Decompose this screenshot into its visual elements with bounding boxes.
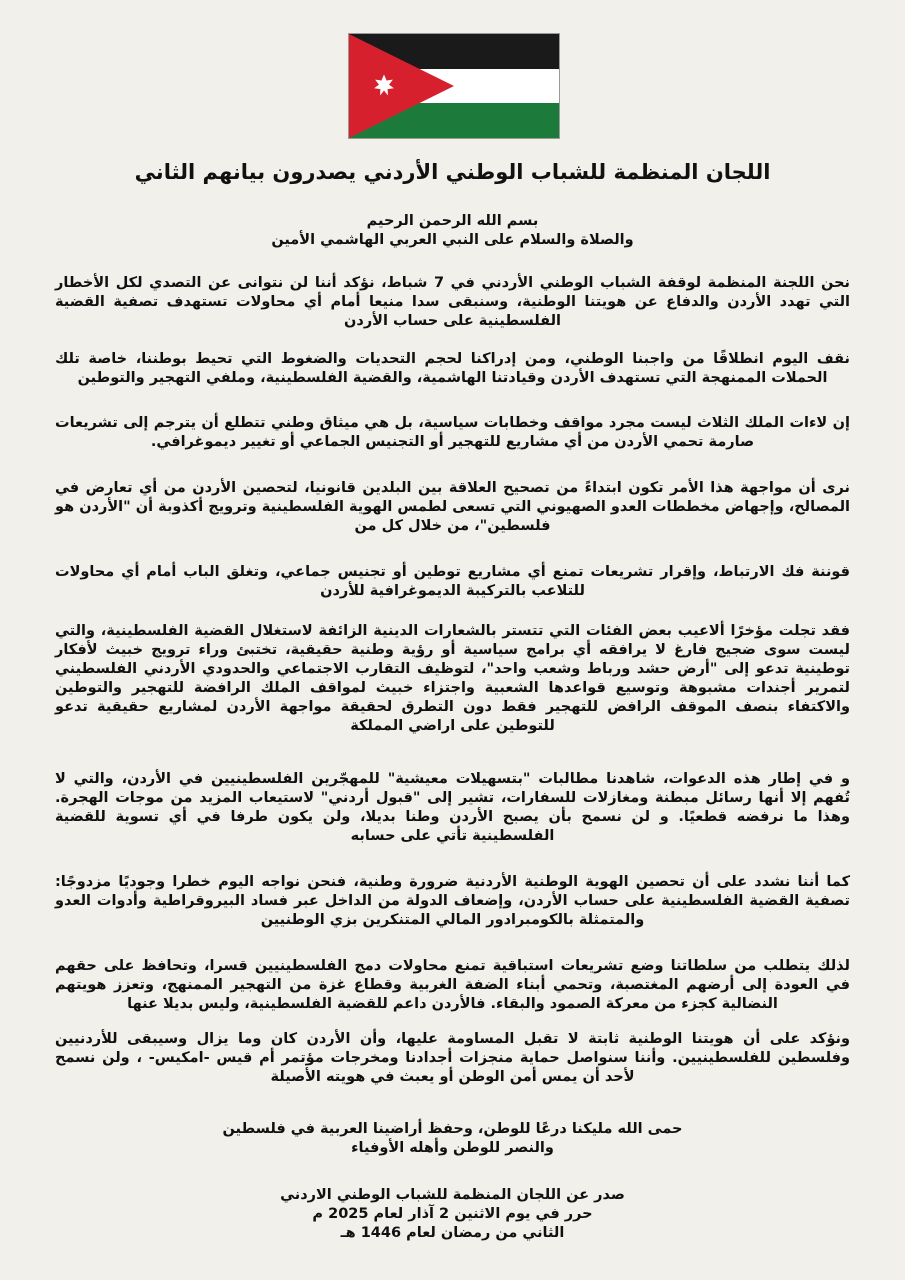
page-title: اللجان المنظمة للشباب الوطني الأردني يصدرون بيانهم الثاني <box>134 160 771 184</box>
paragraph-5: قوننة فك الارتباط، وإقرار تشريعات تمنع أي مشاريع توطين أو تجنيس جماعي، وتغلق الباب أمام أي محاولات للتلاعب بالتركيبة الديموغرافية للأردن <box>55 564 850 599</box>
paragraph-7: و في إطار هذه الدعوات، شاهدنا مطالبات "بتسهيلات معيشية" للمهجّرين الفلسطينيين في الأردن، والتي لا تُفهم إلا أنها رسائل مبطنة ومغازلات للسفارات، تشير إلى "قبول أردني" لاستيعاب المزيد من موجات الهجرة. وهذا ما نرفضه قطعيًا. و لن نسمح بأن يصبح الأردن وطنا بديلا، ولن يكون طرفا في أي تسوية للقضية الفلسطينية تأتي على حسابه <box>55 771 850 844</box>
closing-line: حمى الله مليكنا درعًا للوطن، وحفظ أراضينا العربية في فلسطين <box>222 1121 683 1137</box>
paragraph-3: إن لاءات الملك الثلاث ليست مجرد مواقف وخطابات سياسية، بل هي ميثاق وطني تتطلع أن يترجم إلى تشريعات صارمة تحمي الأردن من أي مشاريع للتهجير أو التجنيس الجماعي أو تغيير ديموغرافي. <box>55 415 850 450</box>
paragraph-10: ونؤكد على أن هويتنا الوطنية ثابتة لا تقبل المساومة عليها، وأن الأردن كان وما يزال وسيبقى للأردنيين وفلسطين للفلسطينيين. وأننا سنواصل حماية منجزات أجدادنا ومخرجات مؤتمر أم قيس -امكيس- ، ولن نسمح لأحد أن يمس أمن الوطن أو يعبث في هويته الأصيلة <box>55 1031 850 1085</box>
date-gregorian-line: حرر في يوم الاثنين 2 آذار لعام 2025 م <box>312 1206 593 1222</box>
paragraph-6: فقد تجلت مؤخرًا ألاعيب بعض الفئات التي تتستر بالشعارات الدينية الزائفة لاستغلال القضية الفلسطينية، والتي ليست سوى ضجيج فارغ لا يرافقه أي برامج سياسية أو رؤية وطنية حقيقية، تختبئ وراء ترويج خبيث لأفكار توطينية تدعو إلى "أرض حشد ورباط وشعب واحد"، لتوظيف التقارب الاجتماعي والحدودي الأردني الفلسطيني لتمرير أجندات مشبوهة وتوسيع قواعدها الشعبية واجتزاء خبيث لمواقف الملك الرافضة للتهجير والتوطين والاكتفاء بنصف الموقف الرافض للتهجير فقط دون التطرق لحقيقة مواجهة الأردن لمشاريع حقيقية تدعو للتوطين على اراضي المملكة <box>55 623 850 734</box>
paragraph-9: لذلك يتطلب من سلطاتنا وضع تشريعات استباقية تمنع محاولات دمج الفلسطينيين قسرا، وتحافظ على حقهم في العودة إلى أرضهم المغتصبة، وتحمي أبناء الضفة الغربية وقطاع غزة من التهجير الممنهج، وتعزز هويتهم النضالية كجزء من معركة الصمود والبقاء. فالأردن داعم للقضية الفلسطينية، وليس بديلا عنها <box>55 958 850 1012</box>
signature-block <box>55 1186 850 1243</box>
issuer-line: صدر عن اللجان المنظمة للشباب الوطني الاردني <box>280 1187 625 1203</box>
paragraph-4: نرى أن مواجهة هذا الأمر تكون ابتداءً من تصحيح العلاقة بين البلدين قانونيا، لتحصين الأردن من أي تعارض في المصالح، وإجهاض مخططات العدو الصهيوني التي تسعى لطمس الهوية الفلسطينية وترويج أكذوبة أن "الأردن هو فلسطين"، من خلال كل من <box>55 480 850 534</box>
opening-greeting <box>55 212 850 250</box>
salutation-line: والصلاة والسلام على النبي العربي الهاشمي الأمين <box>271 232 634 248</box>
paragraph-8: كما أننا نشدد على أن تحصين الهوية الوطنية الأردنية ضرورة وطنية، فنحن نواجه اليوم خطرا وجوديًا مزدوجًا: تصفية القضية الفلسطينية على حساب الأردن، وإضعاف الدولة من الداخل عبر فساد البيروقراطية وأدوات العدو والمتمثلة بالكومبرادور المالي المتنكرين بزي الوطنيين <box>55 874 850 928</box>
paragraph-1: نحن اللجنة المنظمة لوقفة الشباب الوطني الأردني في 7 شباط، نؤكد أننا لن نتوانى عن التصدي لكل الأخطار التي تهدد الأردن والدفاع عن هويتنا الوطنية، وسنبقى سدا منيعا أمام أي محاولات تستهدف تصفية القضية الفلسطينية على حساب الأردن <box>55 275 850 329</box>
jordan-flag-image <box>348 33 560 139</box>
paragraph-2: نقف اليوم انطلاقًا من واجبنا الوطني، ومن إدراكنا لحجم التحديات والضغوط التي تحيط بوطننا، خاصة تلك الحملات الممنهجة التي تستهدف الأردن وقيادتنا الهاشمية، والقضية الفلسطينية، وملفي التهجير والتوطين <box>55 351 850 386</box>
closing-prayer <box>55 1120 850 1158</box>
date-hijri-line: الثاني من رمضان لعام 1446 هـ <box>340 1225 565 1241</box>
basmala-line: بسم الله الرحمن الرحيم <box>366 213 539 229</box>
closing-line: والنصر للوطن وأهله الأوفياء <box>351 1140 554 1156</box>
